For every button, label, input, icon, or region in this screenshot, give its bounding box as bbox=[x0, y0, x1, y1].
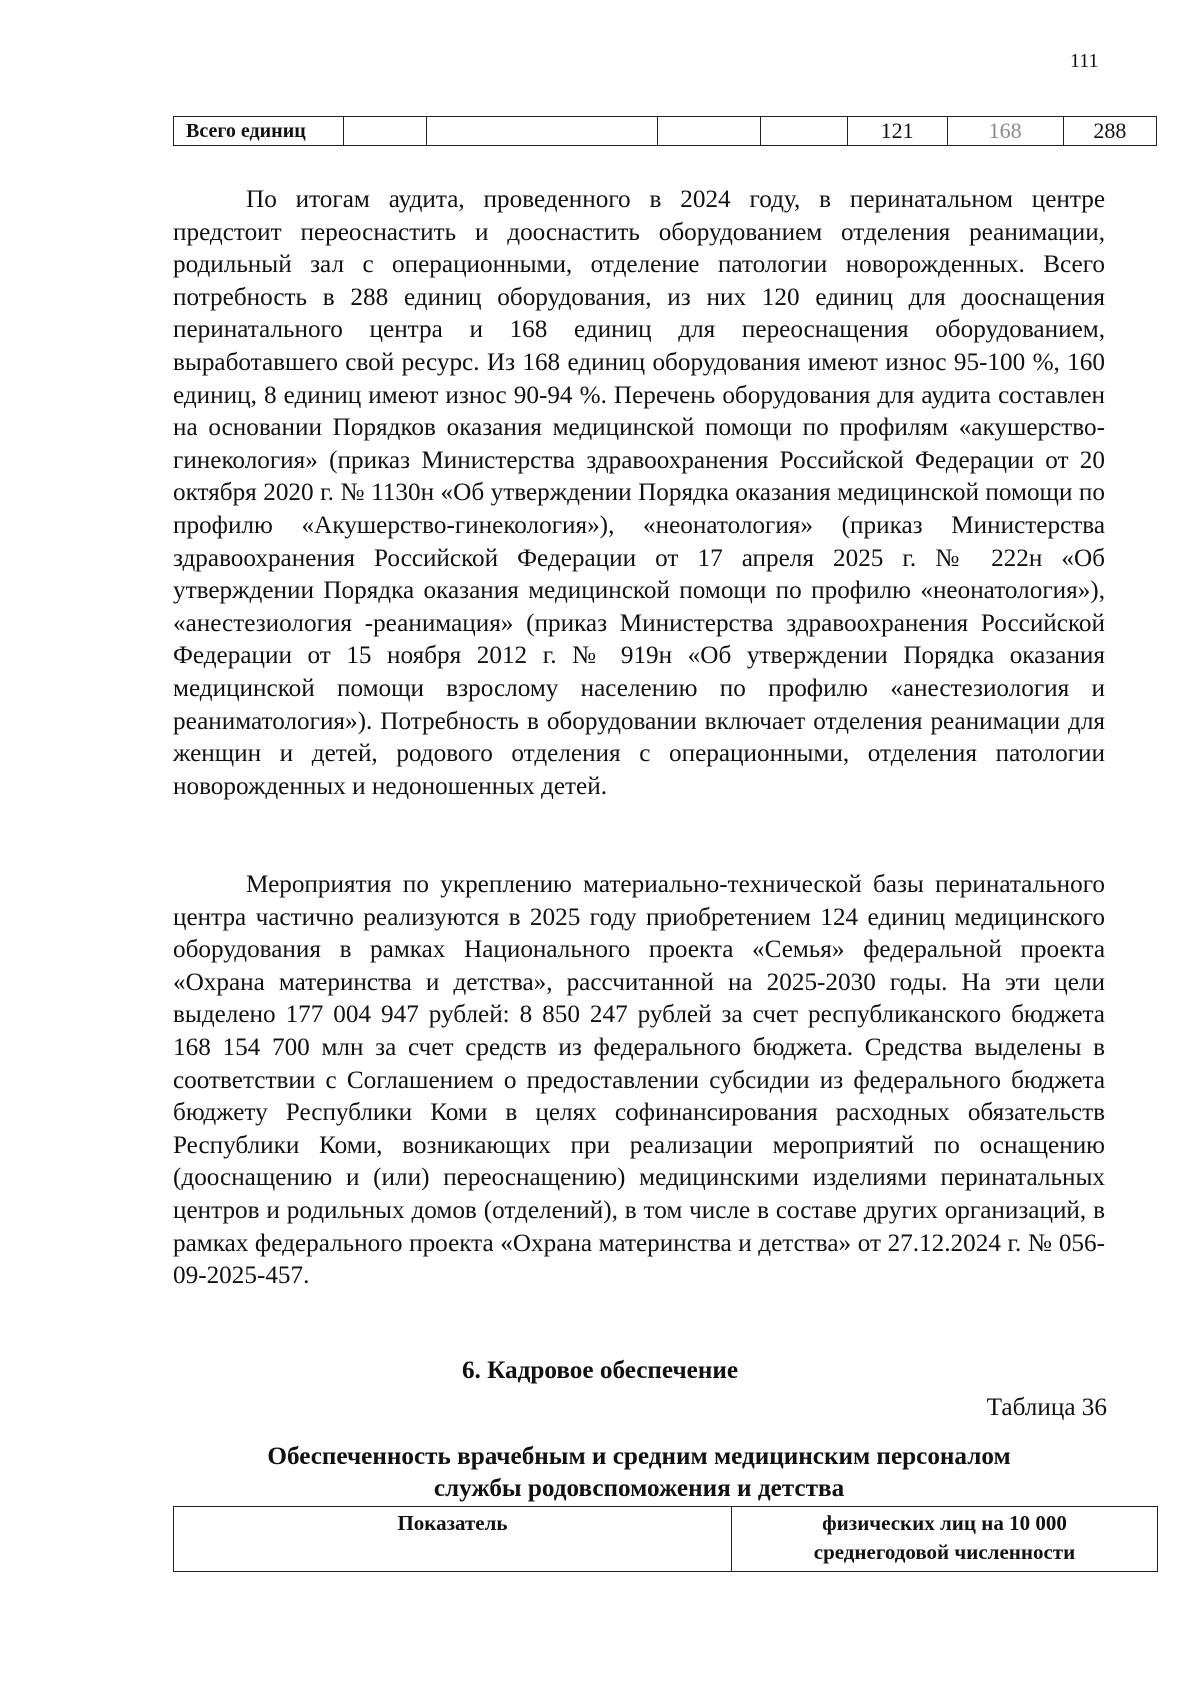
table-title-line: Обеспеченность врачебным и средним медицинским персоналом bbox=[267, 1443, 1011, 1470]
table-title bbox=[173, 1441, 1105, 1505]
column-header-per-10000 bbox=[732, 1507, 1158, 1572]
table-cell bbox=[426, 117, 657, 146]
table-cell bbox=[344, 117, 426, 146]
header-line: физических лиц на 10 000 bbox=[822, 1511, 1067, 1535]
header-line: среднегодовой численности bbox=[813, 1540, 1076, 1564]
paragraph-audit-results bbox=[173, 184, 1105, 803]
total-units-label: Всего единиц bbox=[174, 117, 344, 146]
page-number: 111 bbox=[1070, 50, 1099, 72]
paragraph-text: По итогам аудита, проведенного в 2024 году, в перинатальном центре предстоит переоснастить и дооснастить оборудованием отделения реанимации, родильный зал с операционными, отделение патологии новорожденных. Всего потребность в 288 единиц оборудования, из них 120 единиц для дооснащения перинатального центра и 168 единиц для переоснащения оборудованием, выработавшего свой ресурс. Из 168 единиц оборудования имеют износ 95-100 %, 160 единиц, 8 единиц имеют износ 90-94 %. Перечень оборудования для аудита составлен на основании Порядков оказания медицинской помощи по профилям «акушерство-гинекология» (приказ Министерства здравоохранения Российской Федерации от 20 октября 2020 г. № 1130н «Об утверждении Порядка оказания медицинской помощи по профилю «Акушерство-гинекология»), «неонатология» (приказ Министерства здравоохранения Российской Федерации от 17 апреля 2025 г. № 222н «Об утверждении Порядка оказания медицинской помощи по профилю «неонатология»), «анестезиология -реанимация» (приказ Министерства здравоохранения Российской Федерации от 15 ноября 2012 г. № 919н «Об утверждении Порядка оказания медицинской помощи взрослому населению по профилю «анестезиология и реаниматология»). Потребность в оборудовании включает отделения реанимации для женщин и детей, родового отделения с операционными, отделения патологии новорожденных и недоношенных детей. bbox=[173, 186, 1105, 800]
table-cell: 288 bbox=[1063, 117, 1156, 146]
table-header-row bbox=[174, 1507, 1158, 1572]
table-cell bbox=[657, 117, 760, 146]
section-heading: 6. Кадровое обеспечение bbox=[461, 1357, 739, 1384]
paragraph-text: Мероприятия по укреплению материально-технической базы перинатального центра частично реализуются в 2025 году приобретением 124 единиц медицинского оборудования в рамках Национального проекта «Семья» федеральной проекта «Охрана материнства и детства», рассчитанной на 2025-2030 годы. На эти цели выделено 177 004 947 рублей: 8 850 247 рублей за счет республиканского бюджета 168 154 700 млн за счет средств из федерального бюджета. Средства выделены в соответствии с Соглашением о предоставлении субсидии из федерального бюджета бюджету Республики Коми в целях софинансирования расходных обязательств Республики Коми, возникающих при реализации мероприятий по оснащению (дооснащению и (или) переоснащению) медицинскими изделиями перинатальных центров и родильных домов (отделений), в том числе в составе других организаций, в рамках федерального проекта «Охрана материнства и детства» от 27.12.2024 г. № 056-09-2025-457. bbox=[173, 871, 1105, 1290]
table-cell bbox=[760, 117, 847, 146]
table-cell: 121 bbox=[847, 117, 947, 146]
table-cell: 168 bbox=[947, 117, 1063, 146]
table-label: Таблица 36 bbox=[986, 1394, 1107, 1421]
total-units-table bbox=[173, 116, 1157, 146]
paragraph-measures bbox=[173, 869, 1105, 1293]
column-header-indicator: Показатель bbox=[174, 1507, 732, 1572]
staffing-table bbox=[173, 1506, 1158, 1572]
total-units-row bbox=[174, 117, 1157, 146]
table-title-line: службы родовспоможения и детства bbox=[433, 1475, 845, 1502]
